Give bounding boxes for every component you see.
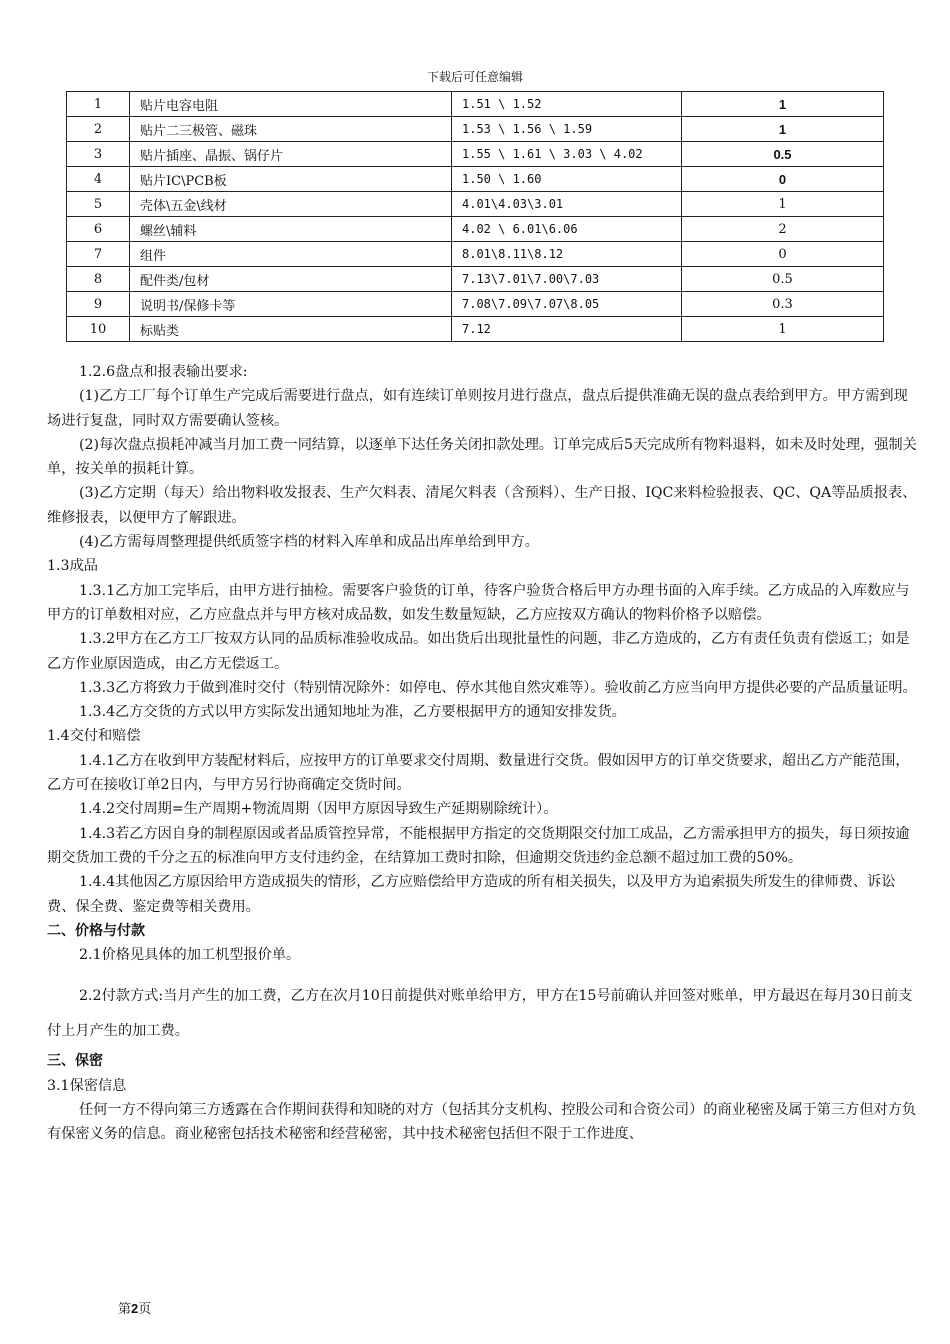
para-1-3-3: 1.3.3乙方将致力于做到准时交付（特别情况除外：如停电、停水其他自然灾难等）。验收前乙方应当向甲方提供必要的产品质量证明。	[79, 679, 917, 696]
heading-1-4: 1.4交付和赔偿	[47, 728, 141, 745]
item-name: 标贴类	[130, 317, 452, 342]
para-1-4-1: 1.4.1乙方在收到甲方装配材料后，应按甲方的订单要求交付周期、数量进行交货。假如因甲方的订单交货要求，超出乙方产能范围，乙方可在接收订单2日内，与甲方另行协商确定交货时间。	[47, 752, 910, 794]
loss-rate-table	[66, 91, 884, 342]
material-codes: 1.51 \ 1.52	[452, 92, 682, 117]
loss-rate: 1	[682, 92, 884, 117]
item-name: 壳体\五金\线材	[130, 192, 452, 217]
row-number: 5	[67, 192, 130, 217]
heading-1-3: 1.3成品	[47, 558, 98, 575]
material-codes: 7.13\7.01\7.00\7.03	[452, 267, 682, 292]
para-inventory-4: (4)乙方需每周整理提供纸质签字档的材料入库单和成品出库单给到甲方。	[79, 534, 539, 551]
para-1-4-3: 1.4.3若乙方因自身的制程原因或者品质管控异常，不能根据甲方指定的交货期限交付加工成品，乙方需承担甲方的损失，每日须按逾期交货加工费的千分之五的标准向甲方支付违约金，在结算加工费时扣除，但逾期交货违约金总额不超过加工费的50%。	[47, 825, 910, 866]
loss-rate: 1	[682, 192, 884, 217]
item-name: 贴片IC\PCB板	[130, 167, 452, 192]
para-1-3-2: 1.3.2甲方在乙方工厂按双方认同的品质标准验收成品。如出货后出现批量性的问题，非乙方造成的，乙方有责任负责有偿返工；如是乙方作业原因造成，由乙方无偿返工。	[47, 631, 910, 672]
item-name: 贴片插座、晶振、锅仔片	[130, 142, 452, 167]
footer-prefix: 第	[118, 1302, 132, 1317]
material-codes: 1.53 \ 1.56 \ 1.59	[452, 117, 682, 142]
row-number: 6	[67, 217, 130, 242]
table-row	[67, 317, 884, 342]
item-name: 螺丝\辅料	[130, 217, 452, 242]
material-codes: 4.02 \ 6.01\6.06	[452, 217, 682, 242]
para-inventory-1: (1)乙方工厂每个订单生产完成后需要进行盘点，如有连续订单则按月进行盘点，盘点后提供准确无误的盘点表给到甲方。甲方需到现场进行复盘，同时双方需要确认签核。	[47, 388, 908, 429]
material-codes: 1.55 \ 1.61 \ 3.03 \ 4.02	[452, 142, 682, 167]
item-name: 贴片电容电阻	[130, 92, 452, 117]
loss-rate: 0.3	[682, 292, 884, 317]
para-1-3-1: 1.3.1乙方加工完毕后，由甲方进行抽检。需要客户验货的订单，待客户验货合格后甲方办理书面的入库手续。乙方成品的入库数应与甲方的订单数相对应，乙方应盘点并与甲方核对成品数，如发生数量短缺，乙方应按双方确认的物料价格予以赔偿。	[47, 582, 910, 623]
material-codes: 7.08\7.09\7.07\8.05	[452, 292, 682, 317]
row-number: 2	[67, 117, 130, 142]
para-2-2: 2.2付款方式:当月产生的加工费，乙方在次月10日前提供对账单给甲方，甲方在15号前确认并回签对账单，甲方最迟在每月30日前支付上月产生的加工费。	[47, 988, 913, 1040]
loss-rate: 1	[682, 317, 884, 342]
para-1-3-4: 1.3.4乙方交货的方式以甲方实际发出通知地址为准，乙方要根据甲方的通知安排发货。	[79, 704, 626, 721]
section-heading-price: 二、价格与付款	[47, 922, 145, 939]
table-row	[67, 242, 884, 267]
table-row	[67, 142, 884, 167]
loss-rate: 0.5	[682, 267, 884, 292]
para-3-1: 任何一方不得向第三方透露在合作期间获得和知晓的对方（包括其分支机构、控股公司和合资公司）的商业秘密及属于第三方但对方负有保密义务的信息。商业秘密包括技术秘密和经营秘密，其中技术秘密包括但不限于工作进度、	[47, 1102, 917, 1143]
page-header: 下载后可任意编辑	[426, 70, 523, 84]
para-2-1: 2.1价格见具体的加工机型报价单。	[79, 947, 301, 964]
page-number: 2	[131, 1301, 139, 1316]
loss-rate: 0	[682, 167, 884, 192]
loss-rate: 1	[682, 117, 884, 142]
heading-3-1: 3.1保密信息	[47, 1077, 127, 1094]
item-name: 组件	[130, 242, 452, 267]
table-row	[67, 92, 884, 117]
table-row	[67, 217, 884, 242]
section-heading-confidential: 三、保密	[47, 1053, 103, 1070]
row-number: 7	[67, 242, 130, 267]
para-1-2-6-heading: 1.2.6盘点和报表输出要求:	[79, 364, 248, 380]
row-number: 10	[67, 317, 130, 342]
table-row	[67, 167, 884, 192]
row-number: 3	[67, 142, 130, 167]
loss-rate: 2	[682, 217, 884, 242]
para-1-4-4: 1.4.4其他因乙方原因给甲方造成损失的情形，乙方应赔偿给甲方造成的所有相关损失，以及甲方为追索损失所发生的律师费、诉讼费、保全费、鉴定费等相关费用。	[47, 874, 896, 915]
material-codes: 1.50 \ 1.60	[452, 167, 682, 192]
document-body	[47, 360, 917, 1147]
material-codes: 7.12	[452, 317, 682, 342]
material-codes: 4.01\4.03\3.01	[452, 192, 682, 217]
item-name: 说明书/保修卡等	[130, 292, 452, 317]
row-number: 8	[67, 267, 130, 292]
para-1-4-2: 1.4.2交付周期=生产周期+物流周期（因甲方原因导致生产延期剔除统计）。	[79, 801, 558, 818]
material-codes: 8.01\8.11\8.12	[452, 242, 682, 267]
para-inventory-3: (3)乙方定期（每天）给出物料收发报表、生产欠料表、清尾欠料表（含预料）、生产日报、IQC来料检验报表、QC、QA等品质报表、维修报表，以便甲方了解跟进。	[47, 485, 917, 526]
table-row	[67, 267, 884, 292]
row-number: 9	[67, 292, 130, 317]
item-name: 配件类/包材	[130, 267, 452, 292]
row-number: 4	[67, 167, 130, 192]
loss-rate: 0.5	[682, 142, 884, 167]
para-inventory-2: (2)每次盘点损耗冲减当月加工费一同结算，以逐单下达任务关闭扣款处理。订单完成后5天完成所有物料退料，如未及时处理，强制关单，按关单的损耗计算。	[47, 436, 917, 478]
page-footer	[118, 1298, 151, 1317]
footer-suffix: 页	[138, 1302, 152, 1317]
table-row	[67, 292, 884, 317]
item-name: 贴片二三极管、磁珠	[130, 117, 452, 142]
loss-rate: 0	[682, 242, 884, 267]
table-row	[67, 117, 884, 142]
row-number: 1	[67, 92, 130, 117]
table-row	[67, 192, 884, 217]
